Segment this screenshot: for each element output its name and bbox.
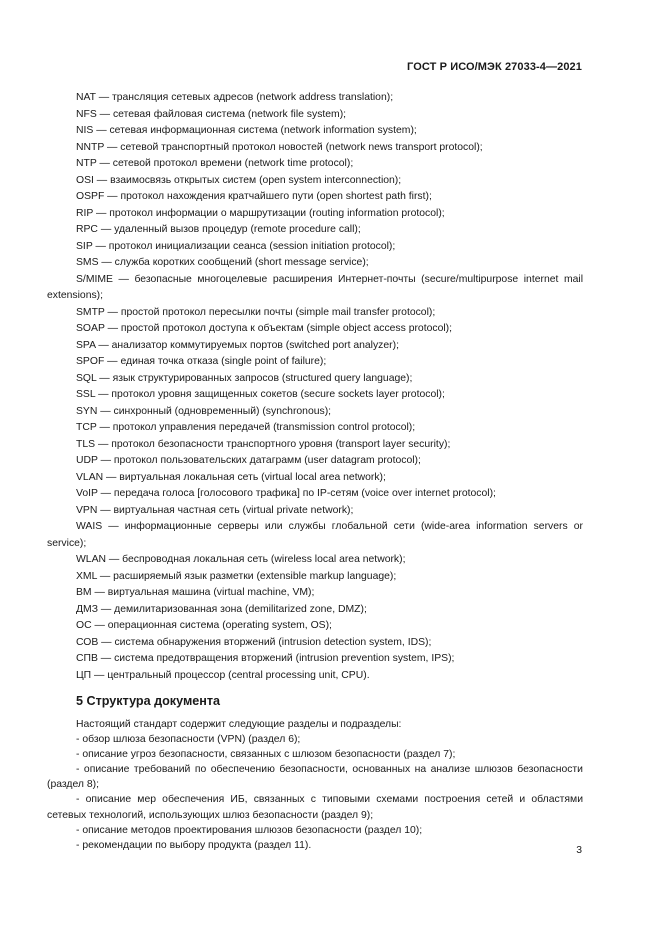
abbreviation-entry: RPC — удаленный вызов процедур (remote procedure call); xyxy=(76,224,361,235)
section-list-item: - описание мер обеспечения ИБ, связанных с типовыми схемами построения сетей и областями сетевых технологий, использующих шлюз безопасности (раздел 9); xyxy=(47,794,583,821)
section-list-item: - рекомендации по выбору продукта (раздел 11). xyxy=(76,839,312,851)
abbreviation-entry: SPOF — единая точка отказа (single point of failure); xyxy=(76,356,327,367)
abbreviation-entry: TLS — протокол безопасности транспортного уровня (transport layer security); xyxy=(76,438,451,450)
abbreviation-entry: SYN — синхронный (одновременный) (synchronous); xyxy=(76,405,332,417)
abbreviation-entry: VLAN — виртуальная локальная сеть (virtual local area network); xyxy=(76,471,386,483)
abbreviation-entry: NNTP — сетевой транспортный протокол новостей (network news transport protocol); xyxy=(76,141,483,153)
abbreviation-entry: WAIS — информационные серверы или службы глобальной сети (wide-area information servers or service); xyxy=(47,521,583,549)
abbreviation-entry: S/MIME — безопасные многоцелевые расширения Интернет-почты (secure/multipurpose internet mail extensions); xyxy=(47,273,583,301)
abbreviation-entry: SOAP — простой протокол доступа к объектам (simple object access protocol); xyxy=(76,323,453,334)
abbreviation-entry: UDP — протокол пользовательских датаграмм (user datagram protocol); xyxy=(76,455,421,466)
section-list-item: - описание требований по обеспечению безопасности, основанных на анализе шлюзов безопасности (раздел 8); xyxy=(47,764,583,791)
section-body xyxy=(47,717,583,853)
abbreviation-entry: NTP — сетевой протокол времени (network time protocol); xyxy=(76,158,354,169)
abbreviation-entry: ЦП — центральный процессор (central processing unit, CPU). xyxy=(76,669,370,681)
abbreviation-entry: SSL — протокол уровня защищенных сокетов (secure sockets layer protocol); xyxy=(76,389,445,400)
abbreviation-entry: OSI — взаимосвязь открытых систем (open system interconnection); xyxy=(76,174,402,186)
abbreviation-entry: NAT — трансляция сетевых адресов (network address translation); xyxy=(76,92,394,103)
section-list-item: - описание угроз безопасности, связанных с шлюзом безопасности (раздел 7); xyxy=(76,749,456,761)
abbreviation-entry: SQL — язык структурированных запросов (structured query language); xyxy=(76,372,413,384)
section-list-item: - обзор шлюза безопасности (VPN) (раздел 6); xyxy=(76,734,301,746)
abbreviation-entry: WLAN — беспроводная локальная сеть (wireless local area network); xyxy=(76,554,406,565)
section-items-list xyxy=(47,732,583,853)
abbreviation-entry: SMTP — простой протокол пересылки почты (simple mail transfer protocol); xyxy=(76,306,436,318)
abbreviation-entry: ДМЗ — демилитаризованная зона (demilitarized zone, DMZ); xyxy=(76,603,367,615)
abbreviation-entry: RIP — протокол информации о маршрутизации (routing information protocol); xyxy=(76,207,445,219)
abbreviation-entry: ВМ — виртуальная машина (virtual machine, VM); xyxy=(76,587,315,598)
abbreviation-entry: OSPF — протокол нахождения кратчайшего пути (open shortest path first); xyxy=(76,191,432,202)
abbreviation-entry: SMS — служба коротких сообщений (short message service); xyxy=(76,257,369,268)
abbreviation-entry: TCP — протокол управления передачей (transmission control protocol); xyxy=(76,422,416,433)
abbreviation-entry: VoIP — передача голоса [голосового трафика] по IP-сетям (voice over internet protocol); xyxy=(76,488,496,499)
abbreviation-entry: VPN — виртуальная частная сеть (virtual private network); xyxy=(76,504,354,516)
standard-header: ГОСТ Р ИСО/МЭК 27033-4—2021 xyxy=(407,61,582,73)
abbreviation-entry: СОВ — система обнаружения вторжений (intrusion detection system, IDS); xyxy=(76,636,432,648)
section-intro: Настоящий стандарт содержит следующие разделы и подразделы: xyxy=(76,719,402,730)
abbreviations-list xyxy=(47,90,583,684)
abbreviation-entry: ОС — операционная система (operating system, OS); xyxy=(76,620,332,631)
abbreviation-entry: SIP — протокол инициализации сеанса (session initiation protocol); xyxy=(76,240,396,252)
abbreviation-entry: NIS — сетевая информационная система (network information system); xyxy=(76,125,417,136)
abbreviation-entry: SPA — анализатор коммутируемых портов (switched port analyzer); xyxy=(76,339,399,351)
abbreviation-entry: NFS — сетевая файловая система (network file system); xyxy=(76,108,347,120)
page-number: 3 xyxy=(576,845,582,856)
abbreviation-entry: XML — расширяемый язык разметки (extensible markup language); xyxy=(76,570,397,582)
abbreviation-entry: СПВ — система предотвращения вторжений (intrusion prevention system, IPS); xyxy=(76,653,455,664)
section-list-item: - описание методов проектирования шлюзов безопасности (раздел 10); xyxy=(76,824,423,836)
section-title: 5 Структура документа xyxy=(76,694,221,708)
